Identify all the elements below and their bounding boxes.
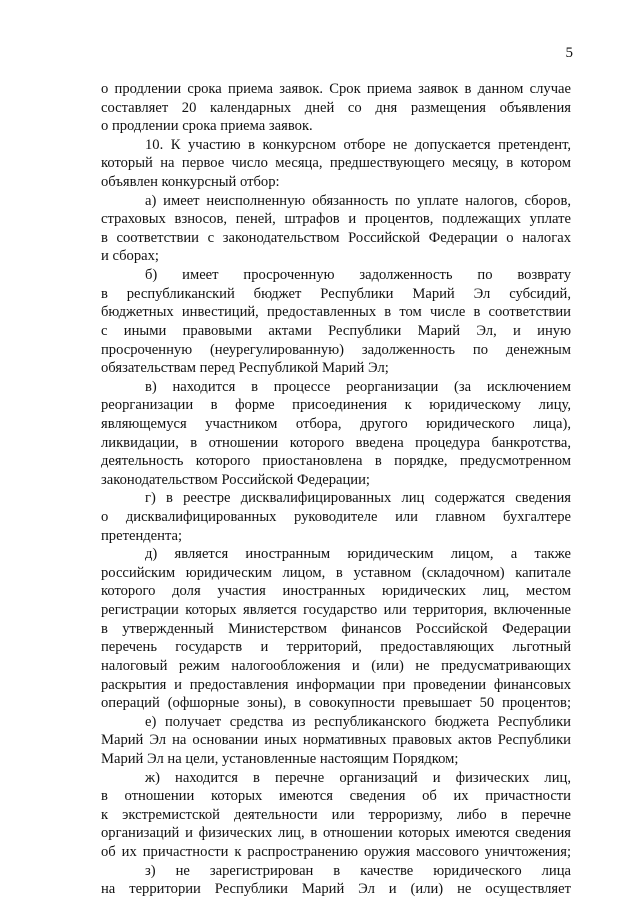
text-line: г) в реестре дисквалифицированных лиц содержатся сведения (145, 490, 571, 507)
text-line: регистрации которых является государство или территория, включенные (101, 602, 571, 619)
text-line: з) не зарегистрирован в качестве юридического лица (145, 862, 571, 879)
document-body (101, 80, 571, 899)
text-line: Марий Эл на цели, установленные настоящим Порядком; (101, 750, 459, 767)
text-line: д) является иностранным юридическим лицом, а также (145, 546, 571, 563)
text-line: составляет 20 календарных дней со дня размещения объявления (101, 99, 571, 116)
text-line: российским юридическим лицом, в уставном (складочном) капитале (101, 564, 571, 581)
text-line: в отношении которых имеются сведения об их причастности (101, 788, 571, 805)
text-line: операций (офшорные зоны), в совокупности превышает 50 процентов; (101, 695, 571, 712)
text-line: о дисквалифицированных руководителе или главном бухгалтере (101, 509, 571, 526)
text-line: с иными правовыми актами Республики Марий Эл, и иную (101, 322, 571, 339)
text-line: в республиканский бюджет Республики Марий Эл субсидий, (101, 285, 571, 302)
text-line: на территории Республики Марий Эл и (или) не осуществляет (101, 881, 571, 898)
text-line: перечень государств и территорий, предоставляющих льготный (101, 639, 571, 656)
text-line: раскрытия и предоставления информации при проведении финансовых (101, 676, 571, 693)
text-line: ликвидации, в отношении которого введена процедура банкротства, (101, 434, 571, 451)
text-line: а) имеет неисполненную обязанность по уплате налогов, сборов, (145, 192, 571, 209)
text-line: бюджетных инвестиций, предоставленных в том числе в соответствии (101, 304, 571, 321)
page-number: 5 (565, 45, 573, 61)
text-line: об их причастности к распространению оружия массового уничтожения; (101, 843, 571, 860)
text-line: законодательством Российской Федерации; (101, 471, 370, 488)
text-line: налоговый режим налогообложения и (или) не предусматривающих (101, 657, 571, 674)
text-line: объявлен конкурсный отбор: (101, 174, 280, 191)
text-line: претендента; (101, 527, 183, 544)
text-line: в) находится в процессе реорганизации (за исключением (145, 378, 571, 395)
text-line: Марий Эл на основании иных нормативных правовых актов Республики (101, 732, 571, 749)
text-line: е) получает средства из республиканского бюджета Республики (145, 713, 571, 730)
text-line: страховых взносов, пеней, штрафов и процентов, подлежащих уплате (101, 211, 571, 228)
text-line: б) имеет просроченную задолженность по возврату (145, 267, 571, 284)
text-line: в соответствии с законодательством Российской Федерации о налогах (101, 229, 571, 246)
text-line: который на первое число месяца, предшествующего месяцу, в котором (101, 155, 571, 172)
text-line: к экстремистской деятельности или терроризму, либо в перечне (101, 806, 571, 823)
text-line: о продлении срока приема заявок. (101, 118, 313, 135)
text-line: организаций и физических лиц, в отношении которых имеются сведения (101, 825, 571, 842)
text-line: реорганизации в форме присоединения к юридическому лицу, (101, 397, 571, 414)
text-line: в утвержденный Министерством финансов Российской Федерации (101, 620, 571, 637)
text-line: обязательствам перед Республикой Марий Эл; (101, 360, 389, 377)
text-line: просроченную (неурегулированную) задолженность по денежным (101, 341, 571, 358)
text-line: деятельность которого приостановлена в порядке, предусмотренном (101, 453, 571, 470)
text-line: ж) находится в перечне организаций и физических лиц, (145, 769, 571, 786)
text-line: 10. К участию в конкурсном отборе не допускается претендент, (145, 136, 571, 153)
text-line: и сборах; (101, 248, 159, 265)
text-line: которого доля участия иностранных юридических лиц, местом (101, 583, 571, 600)
text-line: о продлении срока приема заявок. Срок приема заявок в данном случае (101, 81, 571, 97)
text-line: являющемуся участником отбора, другого юридического лица), (101, 415, 571, 432)
